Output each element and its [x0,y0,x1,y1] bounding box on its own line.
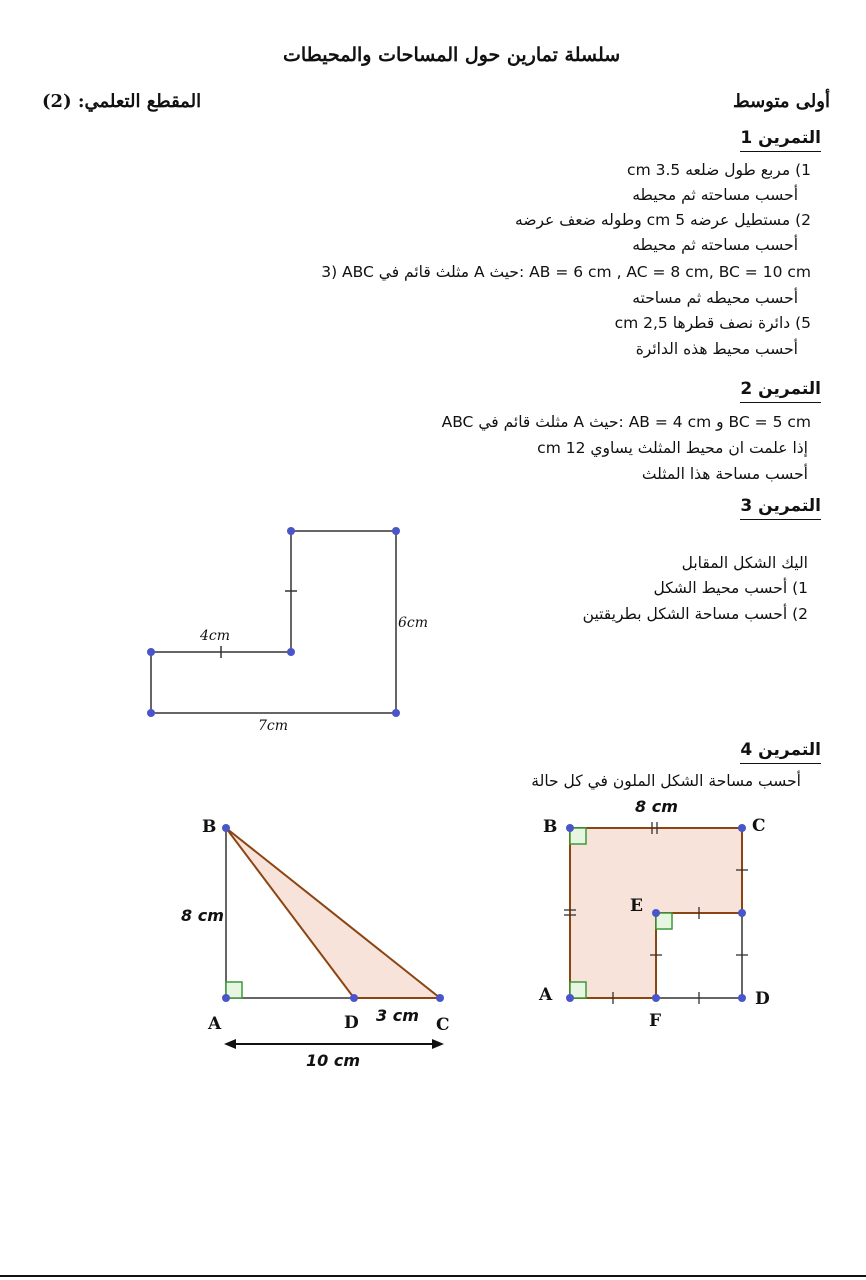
point-c [738,824,746,832]
label-b: B [543,817,558,837]
ex1-line-4: أحسب مساحته ثم محيطه [632,236,798,254]
label-8cm-top: 8 cm [635,797,678,816]
point [287,527,295,535]
ex1-line-1: 1) مربع طول ضلعه 3.5 cm [627,161,811,179]
ex2-line-2: إذا علمت ان محيط المثلث يساوي 12 cm [537,439,808,457]
label-b: B [202,817,217,837]
ex3-line-3: 2) أحسب مساحة الشكل بطريقتين [582,605,808,623]
l-shape-figure [151,531,396,713]
label-6cm: 6cm [398,615,429,631]
ex1-line-7: 5) دائرة نصف قطرها 2,5 cm [614,314,811,332]
point-b [566,824,574,832]
label-c: C [752,816,766,836]
exercise-1-heading: التمرين 1 [740,128,821,152]
shaded-triangle [226,828,440,998]
ex4-instruction: أحسب مساحة الشكل الملون في كل حالة [531,772,801,790]
l-shape-outline [151,531,396,713]
point [287,648,295,656]
ex1-line-8: أحسب محيط هذه الدائرة [635,340,798,358]
exercise-3-heading: التمرين 3 [740,496,821,520]
page-title: سلسلة تمارين حول المساحات والمحيطات [283,44,621,66]
point-f [652,994,660,1002]
exercise-4-heading: التمرين 4 [740,740,821,764]
ex1-line-5: 3) ABC مثلث قائم في A حيث: AB = 6 cm , AC = 8 cm, BC = 10 cm [321,263,811,281]
ex2-line-3: أحسب مساحة هذا المثلث [641,465,808,483]
point-c [436,994,444,1002]
label-a: A [539,985,553,1005]
point-a [222,994,230,1002]
level-label: أولى متوسط [733,91,830,112]
ex3-line-1: اليك الشكل المقابل [681,554,808,572]
label-c: C [436,1015,450,1035]
point-e [652,909,660,917]
point-e-right [738,909,746,917]
label-e: E [630,896,643,916]
point-a [566,994,574,1002]
ex3-line-2: 1) أحسب محيط الشكل [653,579,808,597]
arrow-head-right [432,1039,444,1049]
label-a: A [208,1014,222,1034]
label-d: D [755,989,770,1009]
segment-label: المقطع التعلمي: (2) [42,91,202,112]
point [392,527,400,535]
l-shape-points [147,527,400,717]
ex2-line-1: ABC مثلث قائم في A حيث: AB = 4 cm و BC = 5 cm [441,413,811,431]
ex1-line-6: أحسب محيطه ثم مساحته [632,289,798,307]
point [147,648,155,656]
point-d [350,994,358,1002]
point [392,709,400,717]
label-8cm: 8 cm [181,906,224,925]
exercise-2-heading: التمرين 2 [740,379,821,403]
point-b [222,824,230,832]
square-figure [564,822,748,1004]
label-d: D [344,1013,359,1033]
label-7cm: 7cm [258,718,289,734]
label-4cm: 4cm [200,628,231,644]
label-f: F [649,1011,662,1031]
ex1-line-3: 2) مستطيل عرضه 5 cm وطوله ضعف عرضه [515,211,811,229]
point [147,709,155,717]
label-3cm: 3 cm [376,1006,419,1025]
point-d [738,994,746,1002]
arrow-head-left [224,1039,236,1049]
ex1-line-2: أحسب مساحته ثم محيطه [632,186,798,204]
label-10cm: 10 cm [306,1051,360,1070]
